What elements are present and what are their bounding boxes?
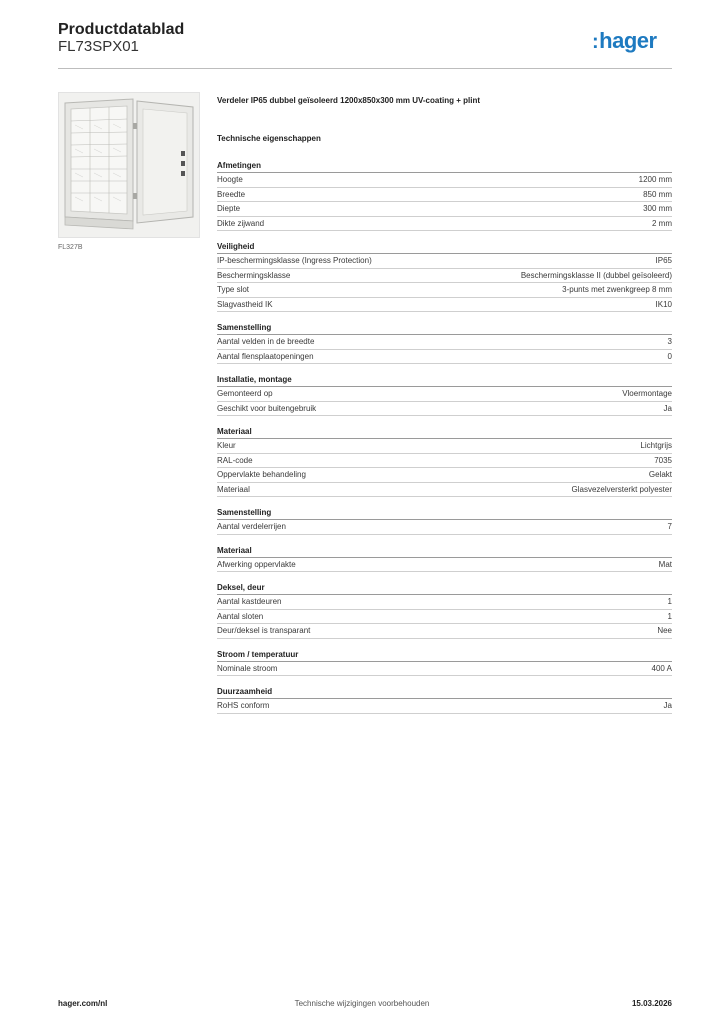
spec-label: Nominale stroom — [217, 663, 278, 673]
spec-row — [217, 173, 672, 188]
section-heading: Deksel, deur — [217, 582, 672, 595]
spec-value: 850 mm — [643, 189, 672, 199]
product-code: FL73SPX01 — [58, 38, 139, 55]
spec-value: 7035 — [654, 455, 672, 465]
spec-label: Aantal sloten — [217, 611, 264, 621]
spec-row — [217, 439, 672, 454]
footer-website: hager.com/nl — [58, 999, 108, 1008]
spec-label: Breedte — [217, 189, 246, 199]
spec-value: 300 mm — [643, 204, 672, 213]
spec-value: Beschermingsklasse II (dubbel geïsoleerd) — [520, 270, 672, 280]
spec-value: 0 — [667, 351, 672, 361]
spec-value: 3-punts met zwenkgreep 8 mm — [562, 285, 672, 294]
product-image — [58, 92, 200, 238]
spec-label: RAL-code — [217, 455, 253, 465]
hager-logo: :hager — [592, 28, 657, 53]
spec-label: Kleur — [217, 441, 236, 450]
spec-label: Aantal flensplaatopeningen — [217, 351, 314, 361]
spec-row — [217, 202, 672, 217]
spec-label: IP-beschermingsklasse (Ingress Protection) — [217, 256, 372, 265]
spec-row — [217, 595, 672, 610]
spec-row — [217, 335, 672, 350]
spec-label: Type slot — [217, 285, 250, 294]
header-divider — [58, 68, 672, 69]
spec-value: Lichtgrijs — [640, 441, 672, 450]
spec-label: Gemonteerd op — [217, 389, 273, 398]
tech-heading: Technische eigenschappen — [217, 134, 321, 143]
spec-value: 1 — [667, 611, 672, 621]
spec-row — [217, 188, 672, 203]
logo-text: hager — [599, 28, 657, 53]
spec-value: Gelakt — [648, 470, 672, 479]
spec-value: Ja — [663, 701, 672, 710]
spec-section — [217, 507, 672, 535]
footer-date: 15.03.2026 — [631, 999, 672, 1008]
spec-label: Slagvastheid IK — [217, 299, 273, 309]
spec-value: 7 — [667, 522, 672, 531]
spec-content — [217, 96, 672, 724]
spec-label: Aantal velden in de breedte — [217, 337, 315, 346]
spec-section — [217, 160, 672, 231]
spec-value: IP65 — [655, 256, 672, 265]
spec-label: Geschikt voor buitengebruik — [217, 403, 317, 413]
spec-label: Deur/deksel is transparant — [217, 626, 311, 635]
spec-label: Beschermingsklasse — [217, 270, 291, 280]
image-caption: FL327B — [58, 244, 83, 251]
section-heading: Duurzaamheid — [217, 686, 672, 699]
spec-row — [217, 254, 672, 269]
footer-disclaimer: Technische wijzigingen voorbehouden — [294, 999, 430, 1008]
spec-row — [217, 350, 672, 365]
spec-row — [217, 283, 672, 298]
spec-section — [217, 322, 672, 364]
spec-row — [217, 610, 672, 625]
section-heading: Afmetingen — [217, 160, 672, 173]
spec-section — [217, 582, 672, 639]
cabinet-illustration — [59, 93, 199, 237]
section-heading: Stroom / temperatuur — [217, 649, 672, 662]
section-heading: Materiaal — [217, 545, 672, 558]
spec-sections — [217, 160, 672, 714]
spec-row — [217, 558, 672, 573]
spec-value: Ja — [663, 403, 672, 413]
spec-section — [217, 374, 672, 416]
section-heading: Installatie, montage — [217, 374, 672, 387]
spec-value: 2 mm — [652, 218, 672, 228]
spec-value: Vloermontage — [622, 389, 672, 398]
spec-row — [217, 699, 672, 714]
section-heading: Veiligheid — [217, 241, 672, 254]
spec-row — [217, 520, 672, 535]
section-heading: Samenstelling — [217, 507, 672, 520]
spec-value: Mat — [658, 559, 672, 569]
spec-value: Nee — [657, 626, 672, 635]
spec-row — [217, 483, 672, 498]
spec-value: 3 — [667, 337, 672, 346]
section-heading: Samenstelling — [217, 322, 672, 335]
spec-section — [217, 241, 672, 312]
spec-label: Oppervlakte behandeling — [217, 470, 306, 479]
spec-label: Diepte — [217, 204, 241, 213]
spec-row — [217, 217, 672, 232]
spec-section — [217, 545, 672, 573]
spec-value: 400 A — [651, 663, 672, 673]
section-heading: Materiaal — [217, 426, 672, 439]
spec-label: Materiaal — [217, 484, 250, 494]
spec-value: 1200 mm — [638, 175, 672, 184]
spec-row — [217, 402, 672, 417]
spec-label: Hoogte — [217, 175, 243, 184]
spec-value: IK10 — [655, 299, 672, 309]
spec-row — [217, 662, 672, 677]
product-title: Verdeler IP65 dubbel geïsoleerd 1200x850x300 mm UV-coating + plint — [217, 96, 481, 105]
spec-row — [217, 269, 672, 284]
spec-section — [217, 426, 672, 497]
spec-row — [217, 454, 672, 469]
spec-row — [217, 298, 672, 313]
spec-value: 1 — [667, 597, 672, 606]
spec-label: Aantal kastdeuren — [217, 597, 282, 606]
page-title: Productdatablad — [58, 21, 185, 38]
spec-row — [217, 468, 672, 483]
spec-row — [217, 624, 672, 639]
spec-label: Afwerking oppervlakte — [217, 559, 296, 569]
spec-row — [217, 387, 672, 402]
spec-section — [217, 686, 672, 714]
spec-value: Glasvezelversterkt polyester — [571, 484, 672, 494]
spec-label: Aantal verdelerrijen — [217, 522, 286, 531]
spec-label: RoHS conform — [217, 701, 270, 710]
spec-section — [217, 649, 672, 677]
spec-label: Dikte zijwand — [217, 218, 265, 228]
